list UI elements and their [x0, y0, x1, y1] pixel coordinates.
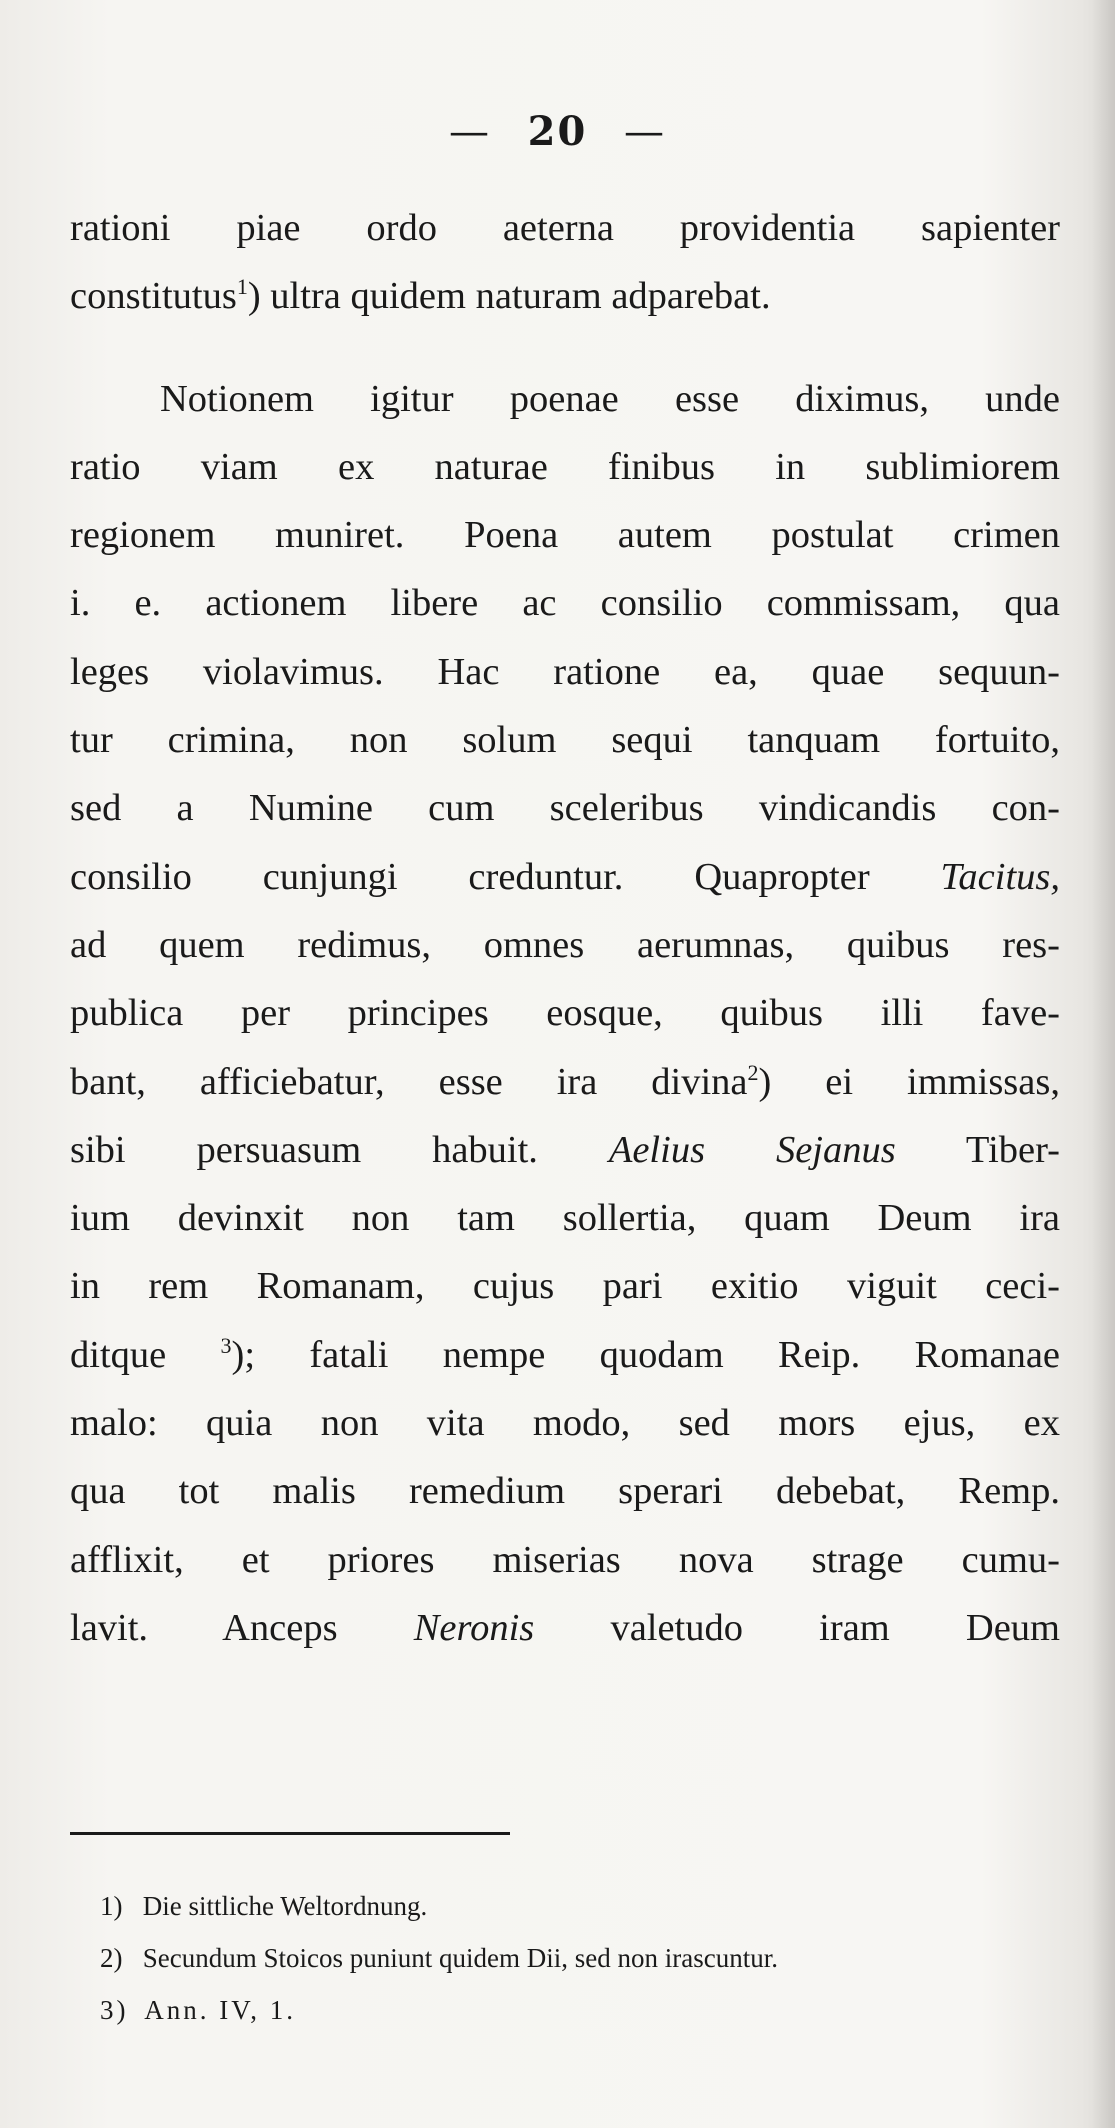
footnote-text: Ann. IV, 1.: [144, 1995, 297, 2025]
text-line: qua tot malis remedium sperari debebat, Remp.: [70, 1470, 1060, 1513]
footnote-rule: [70, 1832, 510, 1835]
footnote-ref: 1: [236, 274, 248, 300]
page-edge-shadow: [1093, 0, 1115, 2128]
footnote-ref: 2: [747, 1059, 759, 1085]
footnote-number: 3): [100, 1995, 129, 2025]
page-number: 20: [527, 108, 588, 155]
page-header: [0, 108, 1115, 155]
text-line: constitutus$^1$) ultra quidem naturam adparebat.: [70, 274, 771, 318]
text-line: malo: quia non vita modo, sed mors ejus, ex: [70, 1402, 1060, 1445]
footnote: [100, 1932, 1080, 1984]
text-line: publica per principes eosque, quibus illi fave-: [70, 992, 1060, 1035]
header-dash-left: —: [448, 109, 491, 155]
text-line: in rem Romanam, cujus pari exitio viguit ceci-: [70, 1265, 1060, 1308]
header-dash-right: —: [624, 109, 667, 155]
text-line: leges violavimus. Hac ratione ea, quae sequun-: [70, 650, 1060, 693]
footnote-number: 2): [100, 1943, 123, 1973]
italic-name: Aelius Sejanus: [608, 1128, 896, 1171]
footnote-text: Secundum Stoicos puniunt quidem Dii, sed non irascuntur.: [142, 1943, 778, 1973]
text-line: ad quem redimus, omnes aerumnas, quibus res-: [70, 923, 1060, 966]
text-line: ratio viam ex naturae finibus in sublimiorem: [70, 445, 1060, 488]
text-line: consilio cunjungi creduntur. Quapropter Tacitus,: [70, 855, 1060, 898]
text-line: afflixit, et priores miserias nova strage cumu-: [70, 1538, 1060, 1581]
footnote-text: Die sittliche Weltordnung.: [142, 1891, 428, 1921]
italic-name: Tacitus,: [940, 855, 1060, 898]
footnote-ref: 3: [220, 1332, 232, 1358]
footnotes: [100, 1880, 1080, 2036]
text-line: tur crimina, non solum sequi tanquam fortuito,: [70, 719, 1060, 762]
footnote: [100, 1880, 1080, 1932]
text-line: regionem muniret. Poena autem postulat crimen: [70, 514, 1060, 557]
text-line: Notionem igitur poenae esse diximus, unde: [160, 377, 1060, 420]
text-line: sibi persuasum habuit. Aelius Sejanus Tiber-: [70, 1128, 1060, 1171]
text-line: bant, afficiebatur, esse ira divina$^2$) ei immissas,: [70, 1059, 1060, 1103]
footnote: [100, 1984, 1080, 2036]
text-line: rationi piae ordo aeterna providentia sapienter: [70, 207, 1060, 249]
text-line: lavit. Anceps Neronis valetudo iram Deum: [70, 1606, 1060, 1649]
text-line: sed a Numine cum sceleribus vindicandis con-: [70, 787, 1060, 830]
italic-name: Neronis: [413, 1606, 535, 1649]
body-text: [70, 194, 1060, 1662]
text-line: i. e. actionem libere ac consilio commissam, qua: [70, 582, 1060, 625]
text-line: ditque $^3$); fatali nempe quodam Reip. Romanae: [70, 1332, 1060, 1376]
text-line: ium devinxit non tam sollertia, quam Deum ira: [70, 1197, 1060, 1240]
footnote-number: 1): [100, 1891, 123, 1921]
